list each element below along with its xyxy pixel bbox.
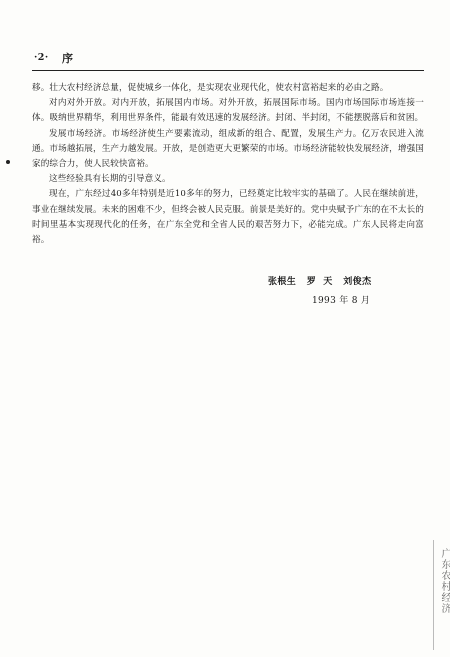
page-edge-rule [433, 540, 434, 650]
paragraph-market-economy: 发展市场经济。市场经济使生产要素流动，组成新的组合、配置，发展生产力。亿万农民进入流通。市场越拓展，生产力越发展。开放，是创造更大更繁荣的市场。市场经济能较快发展经济，增强国家的综合力，使人民较快富裕。 [32, 128, 424, 170]
page-header [32, 52, 424, 71]
page-number: ·2· [34, 52, 49, 63]
preface-body [32, 81, 424, 248]
binding-hole-mark [6, 160, 10, 164]
signature-date: 1993 年 8 月 [312, 296, 371, 306]
paragraph-continued: 移。壮大农村经济总量，促使城乡一体化，是实现农业现代化，使农村富裕起来的必由之路。 [32, 83, 389, 93]
paragraph-opening-up: 对内对外开放。对内开放，拓展国内市场。对外开放，拓展国际市场。国内市场国际市场连接一体。吸纳世界精华，利用世界条件，能最有效迅速的发展经济。封闭、半封闭，不能摆脱落后和贫困。 [32, 98, 424, 124]
paragraph-experience: 这些经验具有长期的引导意义。 [49, 174, 171, 185]
author-signature: 张根生 罗 天 刘俊杰 [268, 277, 372, 287]
paragraph-outlook: 现在，广东经过40多年特别是近10多年的努力，已经奠定比较牢实的基础了。人民在继续前进，事业在继续发展。未来的困难不少，但终会被人民克服。前景是美好的。党中央赋予广东的在不太长的时间里基本实现现代化的任务，在广东全党和全省人民的艰苦努力下，必能完成。广东人民将走向富裕。 [32, 189, 424, 246]
page-edge-text: 广东农村经济 [439, 548, 450, 614]
section-title: 序 [62, 52, 73, 65]
